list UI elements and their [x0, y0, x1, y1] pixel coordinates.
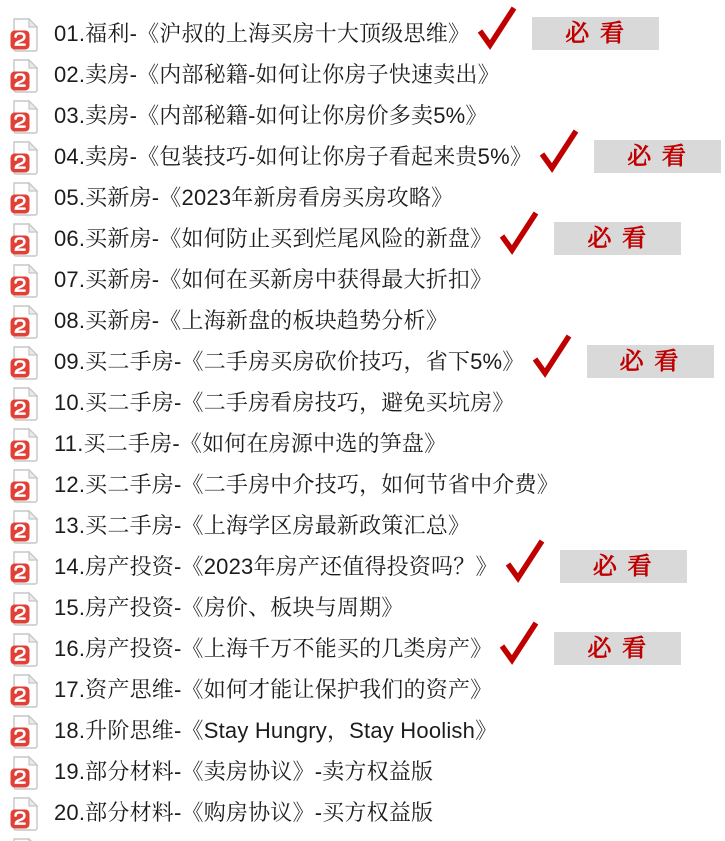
list-item[interactable]: [10, 505, 725, 546]
document-icon: [10, 674, 40, 708]
document-icon: [10, 346, 40, 380]
item-title: 14.房产投资-《2023年房产还值得投资吗？》: [54, 553, 498, 579]
item-title: 19.部分材料-《卖房协议》-卖方权益版: [54, 758, 434, 784]
document-icon: [10, 305, 40, 339]
item-title: 11.买二手房-《如何在房源中选的笋盘》: [54, 430, 447, 456]
list-item[interactable]: [10, 792, 725, 833]
item-title: 18.升阶思维-《Stay Hungry，Stay Hoolish》: [54, 717, 498, 743]
item-title: 16.房产投资-《上海千万不能买的几类房产》: [54, 635, 493, 661]
item-title: 10.买二手房-《二手房看房技巧，避免买坑房》: [54, 389, 515, 415]
must-read-badge: 必 看: [532, 17, 659, 50]
must-read-badge: 必 看: [594, 140, 721, 173]
item-title: 03.卖房-《内部秘籍-如何让你房价多卖5%》: [54, 102, 488, 128]
list-item[interactable]: [10, 710, 725, 751]
document-icon: [10, 510, 40, 544]
document-icon: [10, 100, 40, 134]
item-title: 01.福利-《沪叔的上海买房十大顶级思维》: [54, 20, 471, 46]
document-icon: [10, 387, 40, 421]
document-icon: [10, 59, 40, 93]
must-read-badge: 必 看: [554, 222, 681, 255]
list-item[interactable]: [10, 382, 725, 423]
list-item[interactable]: [10, 259, 725, 300]
list-item[interactable]: [10, 300, 725, 341]
list-item[interactable]: [10, 669, 725, 710]
document-icon: [10, 223, 40, 257]
document-icon: [10, 428, 40, 462]
checkmark-icon: [497, 209, 539, 255]
list-item[interactable]: [10, 423, 725, 464]
item-title: 08.买新房-《上海新盘的板块趋势分析》: [54, 307, 448, 333]
checkmark-icon: [537, 127, 579, 173]
list-item[interactable]: [10, 54, 725, 95]
item-title: 13.买二手房-《上海学区房最新政策汇总》: [54, 512, 471, 538]
document-icon: [10, 838, 40, 841]
list-item[interactable]: [10, 587, 725, 628]
list-item[interactable]: [10, 628, 725, 669]
checkmark-icon: [497, 619, 539, 665]
item-title: 04.卖房-《包装技巧-如何让你房子看起来贵5%》: [54, 143, 533, 169]
list-item[interactable]: [10, 341, 725, 382]
document-icon: [10, 469, 40, 503]
document-icon: [10, 756, 40, 790]
list-item[interactable]: [10, 833, 725, 841]
document-icon: [10, 264, 40, 298]
list-item[interactable]: [10, 218, 725, 259]
item-title: 06.买新房-《如何防止买到烂尾风险的新盘》: [54, 225, 493, 251]
document-icon: [10, 182, 40, 216]
document-icon: [10, 715, 40, 749]
document-icon: [10, 18, 40, 52]
list-item[interactable]: [10, 464, 725, 505]
list-item[interactable]: [10, 95, 725, 136]
list-item[interactable]: [10, 136, 725, 177]
item-title: 15.房产投资-《房价、板块与周期》: [54, 594, 404, 620]
checkmark-icon: [475, 4, 517, 50]
document-icon: [10, 797, 40, 831]
list-item[interactable]: [10, 177, 725, 218]
document-icon: [10, 141, 40, 175]
item-title: 07.买新房-《如何在买新房中获得最大折扣》: [54, 266, 493, 292]
item-title: 20.部分材料-《购房协议》-买方权益版: [54, 799, 434, 825]
checkmark-icon: [503, 537, 545, 583]
must-read-badge: 必 看: [560, 550, 687, 583]
item-title: 12.买二手房-《二手房中介技巧，如何节省中介费》: [54, 471, 559, 497]
item-title: 09.买二手房-《二手房买房砍价技巧，省下5%》: [54, 348, 525, 374]
list-item[interactable]: [10, 13, 725, 54]
document-icon: [10, 592, 40, 626]
list-item[interactable]: [10, 546, 725, 587]
item-title: 02.卖房-《内部秘籍-如何让你房子快速卖出》: [54, 61, 500, 87]
must-read-badge: 必 看: [554, 632, 681, 665]
document-icon: [10, 551, 40, 585]
document-icon: [10, 633, 40, 667]
must-read-badge: 必 看: [587, 345, 714, 378]
item-title: 17.资产思维-《如何才能让保护我们的资产》: [54, 676, 493, 702]
item-title: 05.买新房-《2023年新房看房买房攻略》: [54, 184, 454, 210]
checkmark-icon: [530, 332, 572, 378]
list-item[interactable]: [10, 751, 725, 792]
